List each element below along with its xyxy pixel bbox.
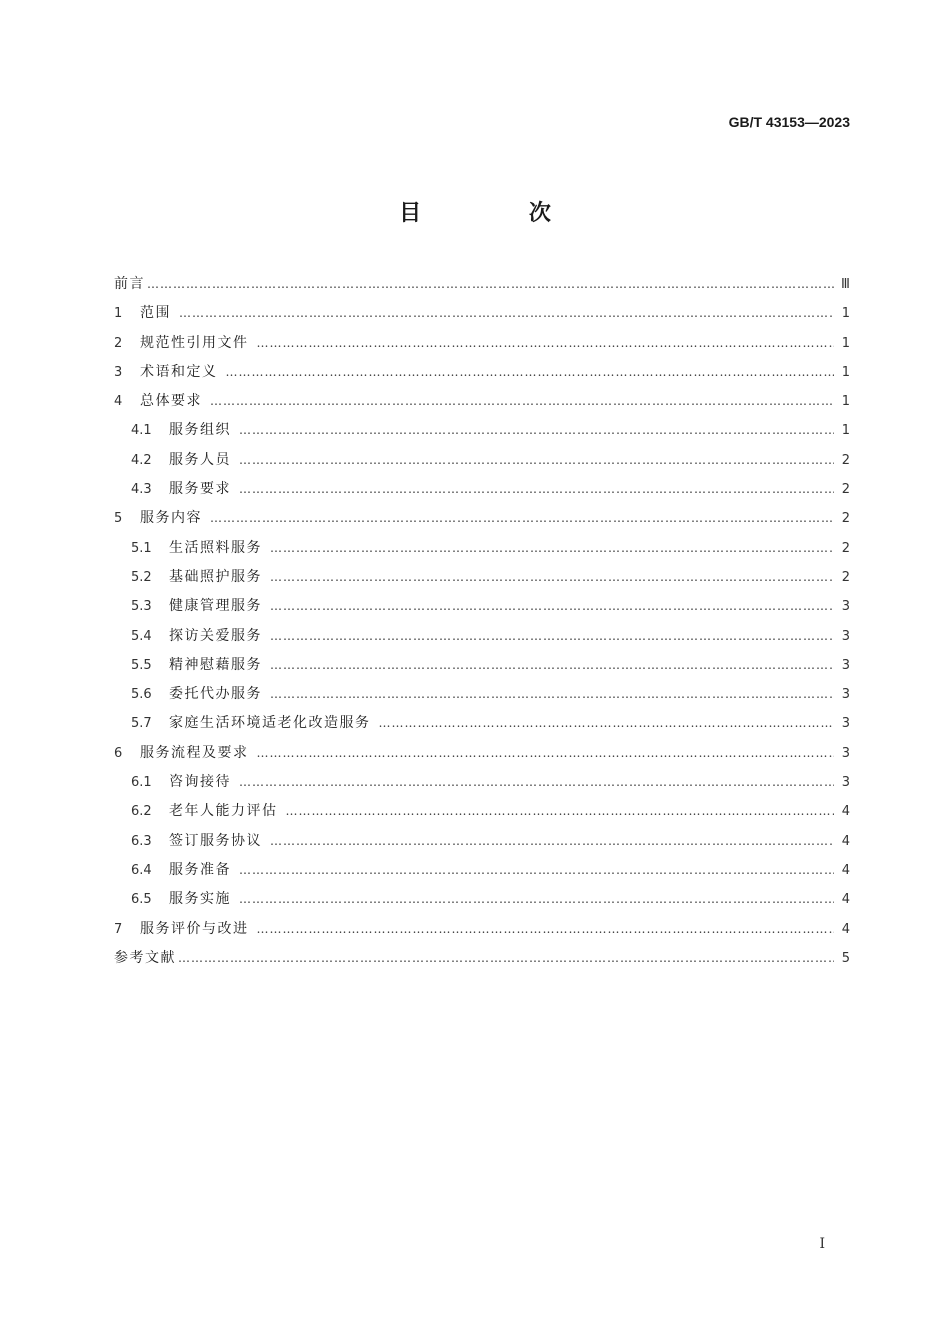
toc-leader-dots [257, 739, 835, 768]
toc-leader-dots [210, 387, 834, 416]
toc-entry-label: 规范性引用文件 [140, 334, 249, 351]
toc-entry[interactable] [114, 504, 850, 533]
toc-leader-dots [270, 592, 834, 621]
toc-entry[interactable] [114, 622, 850, 651]
toc-entry-label: 服务流程及要求 [140, 744, 249, 761]
toc-entry[interactable] [114, 299, 850, 328]
toc-entry-number: 6.3 [131, 833, 152, 849]
toc-leader-dots [270, 534, 834, 563]
toc-entry[interactable] [114, 885, 850, 914]
toc-entry[interactable] [114, 827, 850, 856]
toc-entry-page: 2 [841, 540, 850, 556]
toc-entry-page: 3 [841, 599, 850, 615]
toc-entry-page: 3 [841, 687, 850, 703]
toc-entry[interactable] [114, 534, 850, 563]
toc-entry-page: 1 [841, 306, 850, 322]
toc-entry-number: 4 [114, 394, 123, 410]
toc-entry-page: 3 [841, 657, 850, 673]
toc-entry-number: 4.2 [131, 452, 152, 468]
toc-entry-number: 7 [114, 921, 123, 937]
toc-entry-label: 基础照护服务 [169, 568, 262, 585]
toc-leader-dots [286, 797, 835, 826]
toc-entry-number: 5.7 [131, 716, 152, 732]
toc-entry-label: 老年人能力评估 [169, 803, 278, 820]
toc-entry-page: 3 [841, 628, 850, 644]
toc-entry-number: 6.1 [131, 775, 152, 791]
toc-leader-dots [379, 709, 835, 738]
toc-entry[interactable] [114, 358, 850, 387]
toc-leader-dots [270, 651, 834, 680]
toc-entry-label: 精神慰藉服务 [169, 656, 262, 673]
toc-entry-label: 服务准备 [169, 861, 231, 878]
toc-leader-dots [179, 299, 834, 328]
toc-entry-number: 6.5 [131, 892, 152, 908]
toc-entry-page: 4 [841, 862, 850, 878]
toc-entry-page: 3 [841, 716, 850, 732]
toc-entry-page: 2 [841, 569, 850, 585]
toc-leader-dots [178, 944, 834, 973]
toc-leader-dots [210, 504, 834, 533]
toc-entry-page: 3 [841, 775, 850, 791]
toc-entry-label: 服务评价与改进 [140, 920, 249, 937]
toc-entry-number: 6.2 [131, 804, 152, 820]
toc-entry-page: 2 [841, 452, 850, 468]
toc-leader-dots [270, 680, 834, 709]
toc-entry-page: 4 [841, 833, 850, 849]
toc-entry[interactable] [114, 387, 850, 416]
toc-entry-page: 1 [841, 394, 850, 410]
toc-entry-label: 服务内容 [140, 510, 202, 527]
toc-entry-label: 健康管理服务 [169, 598, 262, 615]
toc-entry[interactable] [114, 475, 850, 504]
toc-entry-page: 4 [841, 804, 850, 820]
toc-leader-dots [270, 563, 834, 592]
toc-leader-dots [239, 416, 834, 445]
toc-entry-label: 委托代办服务 [169, 686, 262, 703]
toc-entry-page: 5 [841, 950, 850, 966]
toc-entry-page: 4 [841, 892, 850, 908]
toc-leader-dots [239, 856, 834, 885]
page-number: Ⅰ [819, 1236, 825, 1252]
toc-entry[interactable] [114, 915, 850, 944]
toc-leader-dots [226, 358, 835, 387]
toc-entry[interactable] [114, 563, 850, 592]
toc-entry-label: 参考文献 [114, 949, 176, 966]
toc-leader-dots [270, 622, 834, 651]
toc-entry[interactable] [114, 680, 850, 709]
toc-entry-number: 5.2 [131, 569, 152, 585]
standard-code: GB/T 43153—2023 [728, 114, 850, 130]
toc-entry-label: 总体要求 [140, 393, 202, 410]
toc-entry-label: 服务组织 [169, 422, 231, 439]
toc-leader-dots [239, 446, 834, 475]
toc-leader-dots [257, 329, 835, 358]
toc-entry-label: 生活照料服务 [169, 539, 262, 556]
toc-entry-label: 服务要求 [169, 481, 231, 498]
toc-leader-dots [147, 270, 834, 299]
toc-entry[interactable] [114, 416, 850, 445]
toc-entry-page: 2 [841, 482, 850, 498]
toc-leader-dots [239, 885, 834, 914]
toc-entry-page: 1 [841, 335, 850, 351]
toc-entry[interactable] [114, 944, 850, 973]
toc-entry-label: 范围 [140, 305, 171, 322]
toc-entry-page: 4 [841, 921, 850, 937]
table-of-contents [114, 270, 850, 973]
toc-entry-label: 术语和定义 [140, 363, 218, 380]
toc-entry[interactable] [114, 651, 850, 680]
toc-entry[interactable] [114, 329, 850, 358]
toc-entry[interactable] [114, 592, 850, 621]
toc-entry-number: 3 [114, 364, 123, 380]
toc-entry-number: 5.4 [131, 628, 152, 644]
toc-entry-label: 服务人员 [169, 451, 231, 468]
toc-entry-number: 1 [114, 306, 123, 322]
toc-leader-dots [270, 827, 834, 856]
toc-entry-number: 5.1 [131, 540, 152, 556]
toc-entry-label: 前言 [114, 276, 145, 292]
toc-entry-label: 咨询接待 [169, 774, 231, 791]
toc-entry-page: 2 [841, 511, 850, 527]
toc-entry-page: 3 [841, 745, 850, 761]
toc-entry-label: 探访关爱服务 [169, 627, 262, 644]
toc-entry-number: 6 [114, 745, 123, 761]
toc-entry-number: 5 [114, 511, 123, 527]
toc-entry-page: 1 [841, 364, 850, 380]
toc-leader-dots [239, 768, 834, 797]
toc-leader-dots [257, 915, 835, 944]
toc-entry-number: 4.3 [131, 482, 152, 498]
toc-entry-page: Ⅲ [841, 277, 850, 292]
toc-entry-number: 5.6 [131, 687, 152, 703]
toc-entry[interactable] [114, 446, 850, 475]
toc-leader-dots [239, 475, 834, 504]
toc-entry-number: 4.1 [131, 423, 152, 439]
toc-entry-number: 5.3 [131, 599, 152, 615]
toc-entry[interactable] [114, 709, 850, 738]
toc-entry-number: 6.4 [131, 862, 152, 878]
toc-entry[interactable] [114, 739, 850, 768]
toc-entry[interactable] [114, 270, 850, 299]
toc-entry-number: 5.5 [131, 657, 152, 673]
toc-entry-page: 1 [841, 423, 850, 439]
toc-entry[interactable] [114, 797, 850, 826]
toc-entry-label: 家庭生活环境适老化改造服务 [169, 715, 371, 732]
page-title: 目 次 [399, 201, 601, 226]
toc-entry-number: 2 [114, 335, 123, 351]
toc-entry-label: 签订服务协议 [169, 832, 262, 849]
toc-entry-label: 服务实施 [169, 891, 231, 908]
toc-entry[interactable] [114, 856, 850, 885]
toc-entry[interactable] [114, 768, 850, 797]
